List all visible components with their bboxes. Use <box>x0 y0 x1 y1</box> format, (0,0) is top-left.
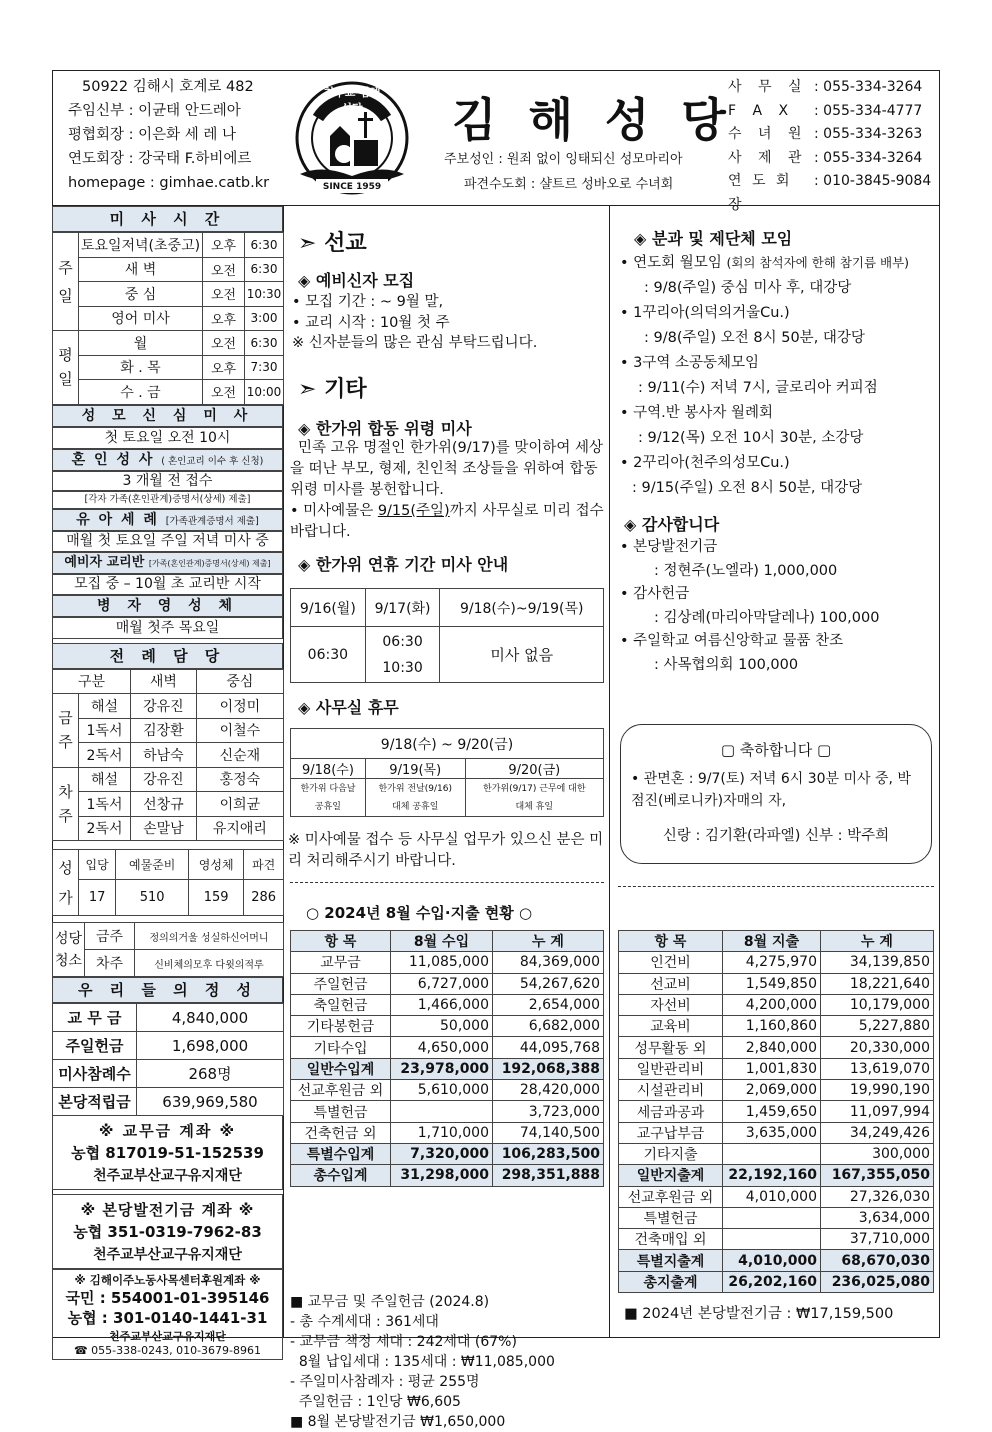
table-row: 자선비 4,200,000 10,179,000 <box>619 994 934 1015</box>
finance-title: ○ 2024년 8월 수입·지출 현황 ○ <box>306 904 533 922</box>
list-item: • 본당발전기금 <box>620 539 718 555</box>
account-3: ※ 김해이주노동사목센터후원계좌 ※ 국민 : 554001-01-395146 농협 : 301-0140-1441-31 천주교부산교구유지재단 ☎ 055-338-0243, 010-3679-8961 <box>52 1269 283 1360</box>
contact-fax: F A X : 055-334-4777 <box>728 102 923 119</box>
table-row: 특별헌금 3,634,000 <box>619 1207 934 1228</box>
logo-since: SINCE 1959 <box>322 182 382 192</box>
diamond-icon: ◈ <box>298 419 316 438</box>
thanks-title: ◈ 감사합니다 <box>624 515 720 534</box>
list-item: • 구역.반 봉사자 월례회 <box>620 405 774 421</box>
table-row: 선교후원금 외 5,610,000 28,420,000 <box>291 1080 604 1101</box>
diamond-icon: ◈ <box>634 229 652 248</box>
diamond-icon: ◈ <box>298 555 316 574</box>
contact-list <box>728 76 931 217</box>
elders-head: 연도회장 : 강국태 F.하비에르 <box>68 151 252 167</box>
parish-title: 김 해 성 당 <box>452 93 734 147</box>
memorial-title: ◈ 한가위 합동 위령 미사 <box>298 419 472 438</box>
wedding-docs: [각자 가족(혼인관계)증명서(상세) 제출] <box>52 491 283 509</box>
list-item: • 3구역 소공동체모임 <box>620 355 760 371</box>
office-table: 9/18(수) ~ 9/20(금) 9/18(수) 9/19(목) 9/20(금) 한가위 다음날 공휴일 한가위 전날(9/16) 대체 공휴일 한가위(9/17) 근무에 대한 대체 휴일 <box>290 728 604 817</box>
groups-title: ◈ 분과 및 제단체 모임 <box>634 229 793 248</box>
logo-text: 천주교 김해성당 <box>323 86 381 115</box>
header <box>52 70 940 213</box>
office-title: ◈ 사무실 휴무 <box>298 698 399 717</box>
table-row: 교육비 1,160,860 5,227,880 <box>619 1016 934 1037</box>
divider <box>618 886 934 887</box>
table-row: 축일헌금 1,466,000 2,654,000 <box>291 994 604 1015</box>
wedding-text: 3 개월 전 접수 <box>52 471 283 491</box>
patron: 주보성인 : 원죄 없이 잉태되신 성모마리아 <box>444 152 683 167</box>
sick-title: 병 자 영 성 체 <box>52 595 283 617</box>
mass-times-title: 미 사 시 간 <box>52 206 283 232</box>
congrats-couple: 신랑 : 김기환(라파엘) 신부 : 박주희 <box>662 828 890 844</box>
year-dev-fund: ■ 2024년 본당발전기금 : ₩17,159,500 <box>624 1306 894 1322</box>
mission-heading: ➣ 선교 <box>298 231 367 256</box>
table-row: 주일헌금 6,727,000 54,267,620 <box>291 973 604 994</box>
table-row: 특별지출계 4,010,000 68,670,030 <box>619 1250 934 1271</box>
table-row: 기타지출 300,000 <box>619 1143 934 1164</box>
table-row: 총지출계 26,202,160 236,025,080 <box>619 1271 934 1292</box>
divider <box>290 882 604 883</box>
memorial-bullet: • 미사예물은 9/15(주일)까지 사무실로 미리 접수 바랍니다. <box>290 503 604 540</box>
catechumen-title: 예비자 교리반 [가족(혼인관계)증명서(상세) 제출] <box>52 552 283 574</box>
table-row: 기타수입 4,650,000 44,095,768 <box>291 1037 604 1058</box>
table-row: 일반관리비 1,001,830 13,619,070 <box>619 1058 934 1079</box>
phone-icon: ☎ <box>73 1344 92 1357</box>
congrats-text: • 관면혼 : 9/7(토) 저녁 6시 30분 미사 중, 박점진(베로니카)자매의 자, <box>631 771 911 809</box>
recruit-period: • 모집 기간 : ~ 9월 말, <box>292 294 444 310</box>
table-row: 인건비 4,275,970 34,139,850 <box>619 952 934 973</box>
liturgy-title: 전 례 담 당 <box>52 643 283 669</box>
list-item: • 1꾸리아(의덕의거울Cu.) <box>620 305 790 321</box>
table-row: 일반지출계 22,192,160 167,355,050 <box>619 1165 934 1186</box>
table-row: 총수입계 31,298,000 298,351,888 <box>291 1165 604 1186</box>
contact-elders: 연 도 회 장 : 010-3845-9084 <box>728 173 932 213</box>
table-row: 기타봉헌금 50,000 6,682,000 <box>291 1016 604 1037</box>
etc-heading: ➣ 기타 <box>298 377 367 402</box>
middle-column <box>284 206 610 1430</box>
memorial-text: 민족 고유 명절인 한가위(9/17)를 맞이하여 세상을 떠난 부모, 형제, 친인척 조상들을 위하여 합동 위령 미사를 봉헌합니다. <box>290 440 604 498</box>
heart-mass-title: 성 모 신 심 미 사 <box>52 405 283 427</box>
account-1: ※ 교무금 계좌 ※ 농협 817019-51-152539 천주교부산교구유지재단 <box>52 1116 283 1190</box>
left-column <box>52 206 284 1357</box>
contact-rectory: 사 제 관 : 055-334-3264 <box>728 149 923 166</box>
holiday-table: 9/16(월) 9/17(화) 9/18(수)~9/19(목) 06:30 06:30 10:30 미사 없음 <box>290 588 604 683</box>
offerings-title: 우 리 들 의 정 성 <box>52 977 283 1003</box>
catechumen-text: 모집 중 – 10월 초 교리반 시작 <box>52 574 283 595</box>
diamond-icon: ◈ <box>298 271 316 290</box>
infant-text: 매월 첫 토요일 주일 저녁 미사 중 <box>52 531 283 552</box>
diamond-icon: ◈ <box>624 515 642 534</box>
pastor: 주임신부 : 이균태 안드레아 <box>68 103 241 119</box>
congrats-title: ▢ 축하합니다 ▢ <box>720 741 832 759</box>
address: 50922 김해시 호계로 482 <box>82 79 254 95</box>
table-row: 건축헌금 외 1,710,000 74,140,500 <box>291 1122 604 1143</box>
diamond-icon: ◈ <box>298 698 316 717</box>
convent: 파견수도회 : 샬트르 성바오로 수녀회 <box>464 177 674 192</box>
list-item: • 연도회 월모임 (회의 참석자에 한해 참기름 배부) <box>620 255 910 271</box>
weekday-label: 평일 <box>53 331 79 405</box>
table-row: 교구납부금 3,635,000 34,249,426 <box>619 1122 934 1143</box>
offerings-table: 교 무 금 4,840,000 주일헌금 1,698,000 미사참례수 268명 본당적립금 639,969,580 <box>52 1003 284 1116</box>
recruit-title: ◈ 예비신자 모집 <box>298 271 415 290</box>
offering-summary: ■ 교무금 및 주일헌금 (2024.8) - 총 수계세대 : 361세대 - 교무금 책정 세대 : 242세대 (67%) 8월 납입세대 : 135세대 : ₩11,085,000 - 주일미사참례자 : 평균 255명 주일헌금 : 1인당 ₩6,605 ■ 8월 본당발전기금 ₩1,650,000 <box>290 1294 555 1430</box>
arrow-icon: ➣ <box>298 377 325 402</box>
contact-office: 사 무 실 : 055-334-3264 <box>728 79 923 95</box>
list-item: • 주일학교 여름신앙학교 물품 찬조 <box>620 633 844 649</box>
recruit-note: ※ 신자분들의 많은 관심 부탁드립니다. <box>292 335 538 351</box>
council-head: 평협회장 : 이은화 세 레 나 <box>68 127 237 143</box>
liturgy-table: 구분 새벽 중심 금주 해설 강유진 이정미 1독서 김장환 이철수 2독서 하남숙 신순재 차주 해설 강유진 홍정숙 1독서 선창규 이희균 2독서 손말남 유지애리 <box>52 669 284 842</box>
table-row: 일반수입계 23,978,000 192,068,388 <box>291 1058 604 1079</box>
phone-line: ☎ 055-338-0243, 010-3679-8961 <box>73 1344 262 1357</box>
list-item: • 2꾸리아(천주의성모Cu.) <box>620 455 790 471</box>
sick-text: 매월 첫주 목요일 <box>52 617 283 639</box>
table-row: 세금과공과 1,459,650 11,097,994 <box>619 1101 934 1122</box>
mass-table: 주일 토요일저녁(초중고) 오후 6:30 새 벽 오전 6:30 중 심 오전 10:30 영어 미사 오후 3:00 평일 월 오전 6:30 화 . 목 오후 7:30 수 . 금 오전 10:00 <box>52 232 284 405</box>
heart-mass-text: 첫 토요일 오전 10시 <box>52 427 283 449</box>
expense-table: 항 목 8월 지출 누 계 인건비 4,275,970 34,139,850 선교비 1,549,850 18,221,640 자선비 4,200,000 10,179,000 교육비 1,160,860 5,227,880 성무활동 외 2,840,000 20,330,000 일반관리비 1,001,830 13,619,070 시설관리비 2,069,000 19,990,190 세금과공과 1,459,650 11,097,994 교구납부금 3,635,000 34,249,426 기타지출 300,000 일반지출계 22,192,160 167,355,050 선교후원금 외 4,010,000 27,326,030 특별헌금 3,634,000 건축매입 외 37,710,000 특별지출계 4,010,000 68,670,030 총지출계 26,202,160 236,025,080 <box>618 930 934 1293</box>
list-item: • 감사헌금 <box>620 586 690 602</box>
cleaning-table: 성당청소 금주 정의의거울 성실하신어머니 차주 신비체의모후 다윗의적루 <box>52 922 284 977</box>
table-row: 특별수입계 7,320,000 106,283,500 <box>291 1143 604 1164</box>
hymns-table: 성가 입당 예물준비 영성체 파견 17 510 159 286 <box>52 849 284 916</box>
congrats-box <box>620 724 932 864</box>
account-2: ※ 본당발전기금 계좌 ※ 농협 351-0319-7962-83 천주교부산교구유지재단 <box>52 1194 283 1269</box>
infant-title: 유 아 세 례 [가족관계증명서 제출] <box>52 509 283 531</box>
table-row: 교무금 11,085,000 84,369,000 <box>291 952 604 973</box>
arrow-icon: ➣ <box>298 231 325 256</box>
table-row: 선교후원금 외 4,010,000 27,326,030 <box>619 1186 934 1207</box>
holiday-title: ◈ 한가위 연휴 기간 미사 안내 <box>298 555 509 574</box>
table-row: 선교비 1,549,850 18,221,640 <box>619 973 934 994</box>
table-row: 건축매입 외 37,710,000 <box>619 1229 934 1250</box>
groups-list: • 연도회 월모임 (회의 참석자에 한해 참기름 배부) : 9/8(주일) 중심 미사 후, 대강당 • 1꾸리아(의덕의거울Cu.) : 9/8(주일) 오전 8시 50분, 대강당 • 3구역 소공동체모임 : 9/11(수) 저녁 7시, 글로리아 커피점 • 구역.반 봉사자 월례회 : 9/12(목) 오전 10시 30분, 소강당 • 2꾸리아(천주의성모Cu.) : 9/15(주일) 오전 8시 50분, 대강당 <box>620 250 940 501</box>
table-row: 특별헌금 3,723,000 <box>291 1101 604 1122</box>
homepage: homepage : gimhae.catb.kr <box>68 175 270 191</box>
table-row: 시설관리비 2,069,000 19,990,190 <box>619 1080 934 1101</box>
contact-convent: 수 녀 원 : 055-334-3263 <box>728 126 923 142</box>
thanks-list: • 본당발전기금 : 정현주(노엘라) 1,000,000 • 감사헌금 : 김상례(마리아막달레나) 100,000 • 주일학교 여름신앙학교 물품 찬조 : 사목협의회 100,000 <box>620 536 940 677</box>
office-note: ※ 미사예물 접수 등 사무실 업무가 있으신 분은 미리 처리해주시기 바랍니다. <box>288 832 604 869</box>
wedding-title: 혼 인 성 사 ( 혼인교리 이수 후 신청) <box>52 449 283 471</box>
sunday-label: 주일 <box>53 233 79 331</box>
recruit-start: • 교리 시작 : 10월 첫 주 <box>292 315 450 331</box>
income-table: 항 목 8월 수입 누 계 교무금 11,085,000 84,369,000 주일헌금 6,727,000 54,267,620 축일헌금 1,466,000 2,654,000 기타봉헌금 50,000 6,682,000 기타수입 4,650,000 44,095,768 일반수입계 23,978,000 192,068,388 선교후원금 외 5,610,000 28,420,000 특별헌금 3,723,000 건축헌금 외 1,710,000 74,140,500 특별수입계 7,320,000 106,283,500 총수입계 31,298,000 298,351,888 <box>290 930 604 1187</box>
table-row: 성무활동 외 2,840,000 20,330,000 <box>619 1037 934 1058</box>
